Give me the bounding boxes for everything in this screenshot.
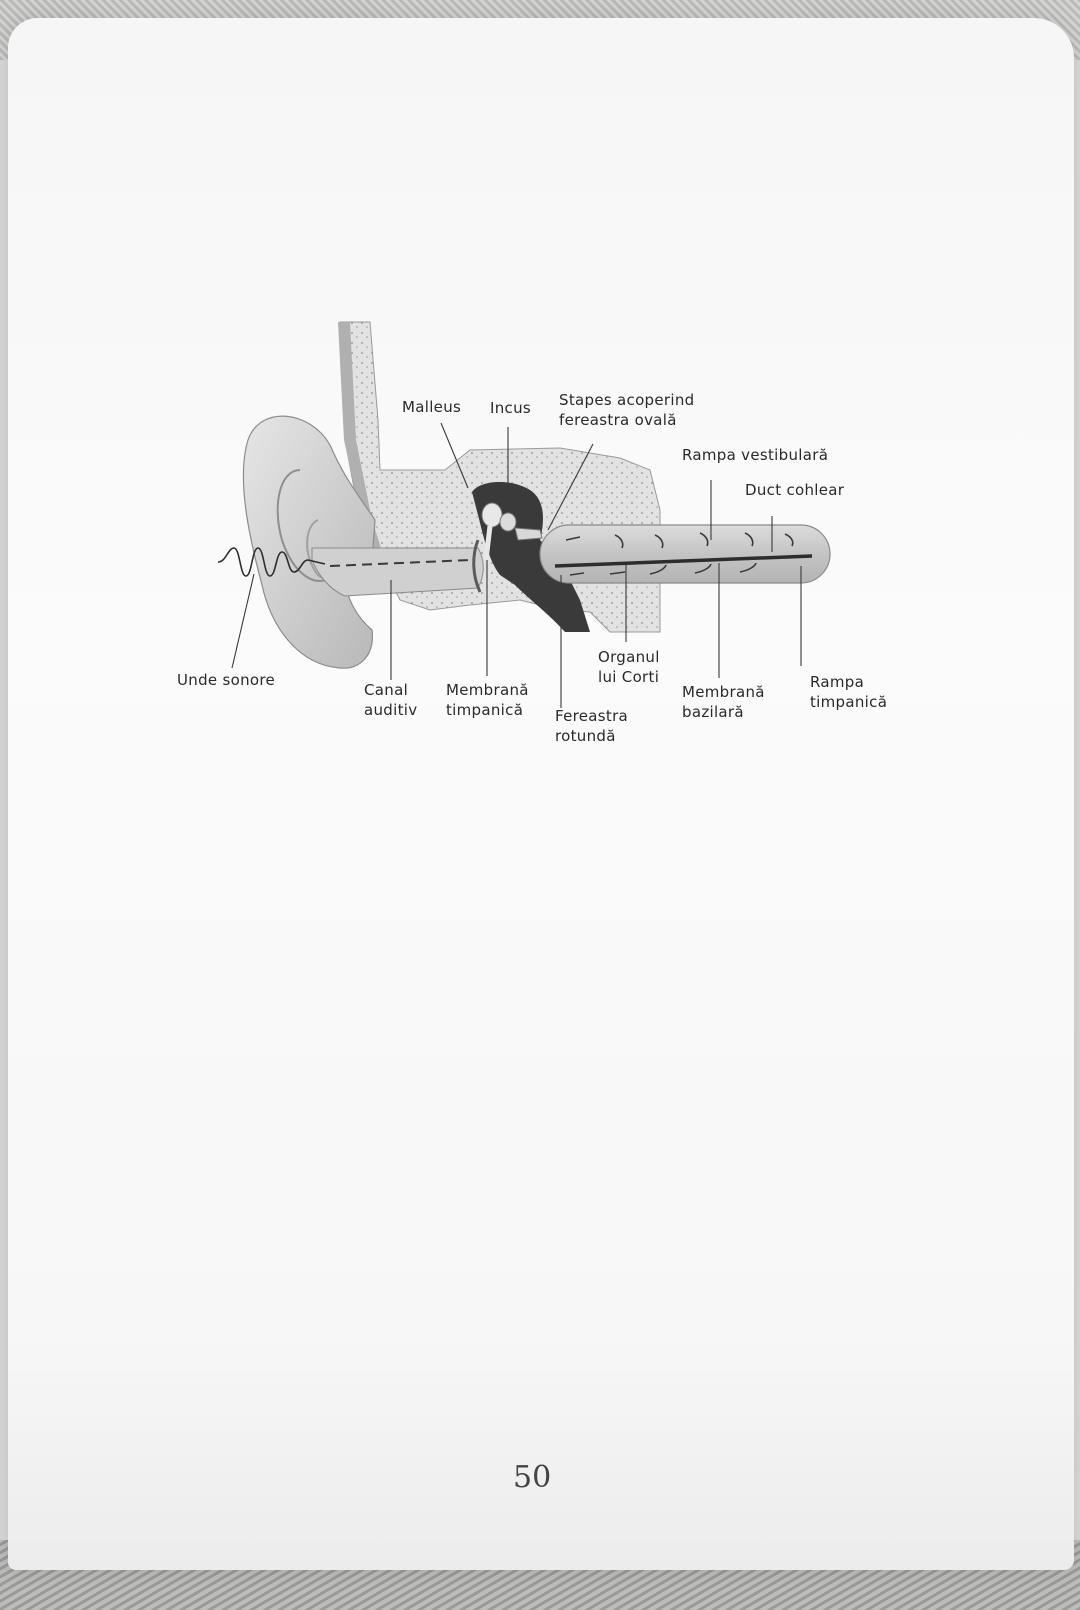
label-rampa-timpanica: Rampa timpanică: [810, 673, 888, 711]
label-membrana-bazilara: Membrană bazilară: [682, 683, 765, 721]
label-membrana-timpanica: Membrană timpanică: [446, 681, 529, 719]
label-organul-lui-corti: Organul lui Corti: [598, 648, 660, 686]
label-fereastra-rotunda: Fereastra rotundă: [555, 707, 629, 745]
label-malleus: Malleus: [402, 398, 462, 416]
label-stapes: Stapes acoperind fereastra ovală: [559, 391, 695, 429]
label-incus: Incus: [490, 399, 531, 417]
malleus-ossicle: [482, 503, 502, 527]
ear-canal: [312, 548, 483, 596]
label-canal-auditiv: Canal auditiv: [364, 681, 418, 719]
label-duct-cohlear: Duct cohlear: [745, 481, 845, 499]
label-unde-sonore: Unde sonore: [177, 671, 276, 689]
leader-unde-sonore: [232, 574, 254, 668]
incus-ossicle: [500, 513, 516, 531]
cochlea-tube: [540, 525, 830, 583]
stapes-ossicle: [515, 528, 542, 540]
page-number: 50: [513, 1460, 552, 1495]
label-rampa-vestibulara: Rampa vestibulară: [682, 446, 829, 464]
